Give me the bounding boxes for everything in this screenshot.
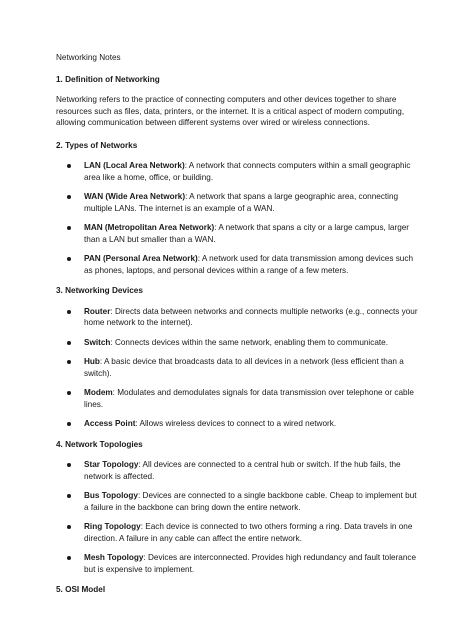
- bullet-icon: [67, 422, 71, 426]
- document-title: Networking Notes: [56, 53, 121, 62]
- list-item-modem: [56, 387, 420, 410]
- description: : Modulates and demodulates signals for data transmission over telephone or cable lines.: [84, 388, 414, 409]
- bullet-icon: [67, 341, 71, 345]
- list-item-hub: [56, 356, 420, 379]
- term: Bus Topology: [84, 491, 138, 500]
- term: PAN (Personal Area Network): [84, 254, 198, 263]
- list-item-man: [56, 222, 420, 245]
- list-item-star-topology: [56, 459, 420, 482]
- list-item-bus-topology: [56, 490, 420, 513]
- term: Switch: [84, 337, 111, 347]
- network-topologies-list: [56, 459, 420, 575]
- term: Star Topology: [84, 460, 139, 469]
- term: WAN (Wide Area Network): [84, 192, 186, 201]
- section-heading-osi-model: 5. OSI Model: [56, 585, 106, 594]
- term: MAN (Metropolitan Area Network): [84, 223, 215, 232]
- list-item-ring-topology: [56, 521, 420, 544]
- section-heading-network-topologies: 4. Network Topologies: [56, 439, 143, 449]
- list-item-switch: [56, 337, 420, 349]
- bullet-icon: [67, 310, 71, 314]
- bullet-icon: [67, 556, 71, 560]
- description: : Allows wireless devices to connect to a wired network.: [135, 419, 337, 428]
- list-item-pan: [56, 253, 420, 276]
- section-heading-network-types: 2. Types of Networks: [56, 140, 138, 150]
- description: : Devices are interconnected. Provides high redundancy and fault tolerance but is expensive to implement.: [84, 553, 417, 574]
- list-item-lan: [56, 160, 420, 183]
- description: : Connects devices within the same network, enabling them to communicate.: [110, 337, 388, 347]
- description: : A network that spans a large geographic area, connecting multiple LANs. The internet is an example of a WAN.: [84, 192, 399, 213]
- section-heading-definition: 1. Definition of Networking: [56, 74, 160, 84]
- description: : All devices are connected to a central hub or switch. If the hub fails, the network is affected.: [84, 460, 401, 481]
- description: : Devices are connected to a single backbone cable. Cheap to implement but a failure in the backbone can bring down the entire network.: [84, 491, 417, 512]
- bullet-icon: [67, 463, 71, 467]
- term: LAN (Local Area Network): [84, 161, 185, 170]
- term: Access Point: [84, 419, 136, 428]
- list-item-wan: [56, 191, 420, 214]
- networking-devices-list: [56, 306, 420, 430]
- term: Hub: [84, 357, 100, 366]
- document-page: [56, 52, 420, 605]
- description: : A network that connects computers within a small geographic area like a home, office, or building.: [84, 161, 411, 182]
- list-item-router: [56, 306, 420, 329]
- list-item-mesh-topology: [56, 552, 420, 575]
- section-heading-networking-devices: 3. Networking Devices: [56, 286, 143, 295]
- bullet-icon: [67, 195, 71, 199]
- term: Mesh Topology: [84, 553, 144, 562]
- term: Router: [84, 306, 111, 316]
- description: : A basic device that broadcasts data to all devices in a network (less efficient than a switch).: [84, 357, 404, 378]
- bullet-icon: [67, 360, 71, 364]
- description: : A network used for data transmission among devices such as phones, laptops, and personal devices within a range of a few meters.: [84, 254, 414, 275]
- description: : A network that spans a city or a large campus, larger than a LAN but smaller than a WAN.: [84, 223, 410, 244]
- bullet-icon: [67, 164, 71, 168]
- bullet-icon: [67, 525, 71, 529]
- term: Modem: [84, 388, 113, 397]
- description: : Directs data between networks and connects multiple networks (e.g., connects your home network to the internet).: [84, 306, 418, 327]
- term: Ring Topology: [84, 522, 141, 531]
- definition-paragraph: Networking refers to the practice of connecting computers and other devices together to share resources such as files, data, printers, or the internet. It is a critical aspect of modern computing, allowing communication between different systems over wired or wireless connections.: [56, 95, 405, 127]
- bullet-icon: [67, 391, 71, 395]
- network-types-list: [56, 160, 420, 276]
- bullet-icon: [67, 257, 71, 261]
- bullet-icon: [67, 226, 71, 230]
- list-item-access-point: [56, 418, 420, 430]
- bullet-icon: [67, 494, 71, 498]
- description: : Each device is connected to two others forming a ring. Data travels in one direction. A failure in any cable can affect the entire network.: [84, 522, 413, 543]
